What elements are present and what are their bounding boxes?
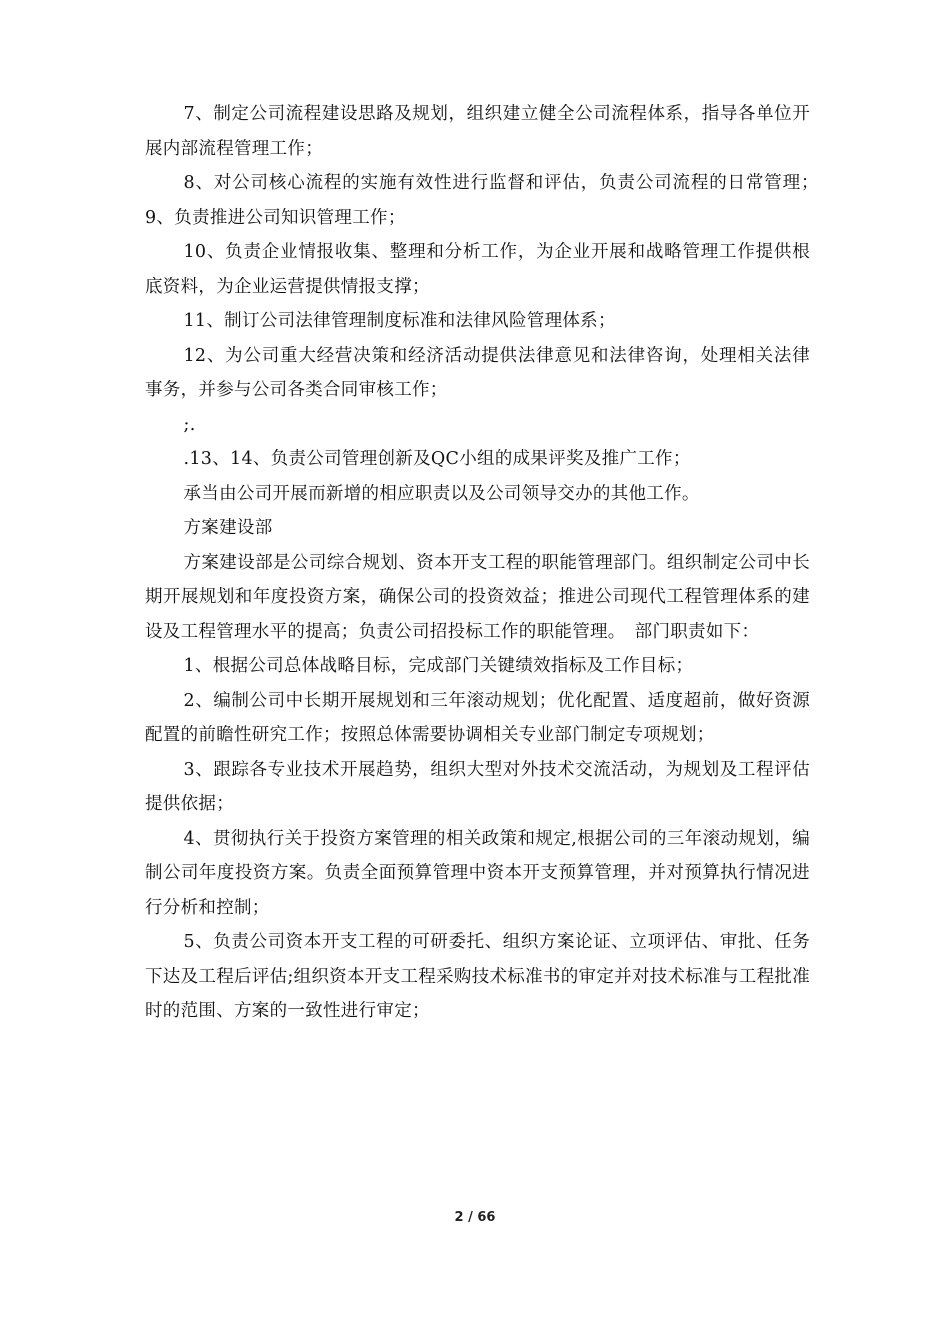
paragraph-duty-2: 2、编制公司中长期开展规划和三年滚动规划；优化配置、适度超前，做好资源配置的前瞻性研究工作；按照总体需要协调相关专业部门制定专项规划； <box>145 690 810 745</box>
paragraph-stray-marks: ;. <box>183 414 196 435</box>
document-body <box>145 97 828 1029</box>
paragraph-item-8-9: 8、对公司核心流程的实施有效性进行监督和评估，负责公司流程的日常管理； 9、负责推进公司知识管理工作； <box>145 173 828 228</box>
paragraph-item-7: 7、制定公司流程建设思路及规划，组织建立健全公司流程体系，指导各单位开展内部流程管理工作； <box>145 104 810 159</box>
paragraph-duty-3: 3、跟踪各专业技术开展趋势，组织大型对外技术交流活动，为规划及工程评估提供依据； <box>145 759 810 814</box>
paragraph-other-duties: 承当由公司开展而新增的相应职责以及公司领导交办的其他工作。 <box>183 483 700 504</box>
paragraph-duty-5: 5、负责公司资本开支工程的可研委托、组织方案论证、立项评估、审批、任务下达及工程后评估;组织资本开支工程采购技术标准书的审定并对技术标准与工程批准时的范围、方案的一致性进行审定； <box>145 932 810 1021</box>
paragraph-duty-1: 1、根据公司总体战略目标，完成部门关键绩效指标及工作目标； <box>183 656 694 676</box>
page-number: 2 / 66 <box>454 1210 496 1225</box>
paragraph-duty-4: 4、贯彻执行关于投资方案管理的相关政策和规定,根据公司的三年滚动规划，编制公司年度投资方案。负责全面预算管理中资本开支预算管理，并对预算执行情况进行分析和控制； <box>145 828 810 918</box>
section-heading: 方案建设部 <box>183 518 273 538</box>
paragraph-item-12: 12、为公司重大经营决策和经济活动提供法律意见和法律咨询，处理相关法律事务，并参与公司各类合同审核工作； <box>145 345 810 400</box>
section-intro: 方案建设部是公司综合规划、资本开支工程的职能管理部门。组织制定公司中长期开展规划和年度投资方案，确保公司的投资效益；推进公司现代工程管理体系的建设及工程管理水平的提高；负责公司招投标工作的职能管理。 部门职责如下： <box>145 552 810 642</box>
paragraph-item-13-14: .13、14、负责公司管理创新及QC小组的成果评奖及推广工作； <box>183 449 691 469</box>
paragraph-item-11: 11、制订公司法律管理制度标准和法律风险管理体系； <box>183 311 616 331</box>
paragraph-item-10: 10、负责企业情报收集、整理和分析工作，为企业开展和战略管理工作提供根底资料，为企业运营提供情报支撑； <box>145 242 810 297</box>
